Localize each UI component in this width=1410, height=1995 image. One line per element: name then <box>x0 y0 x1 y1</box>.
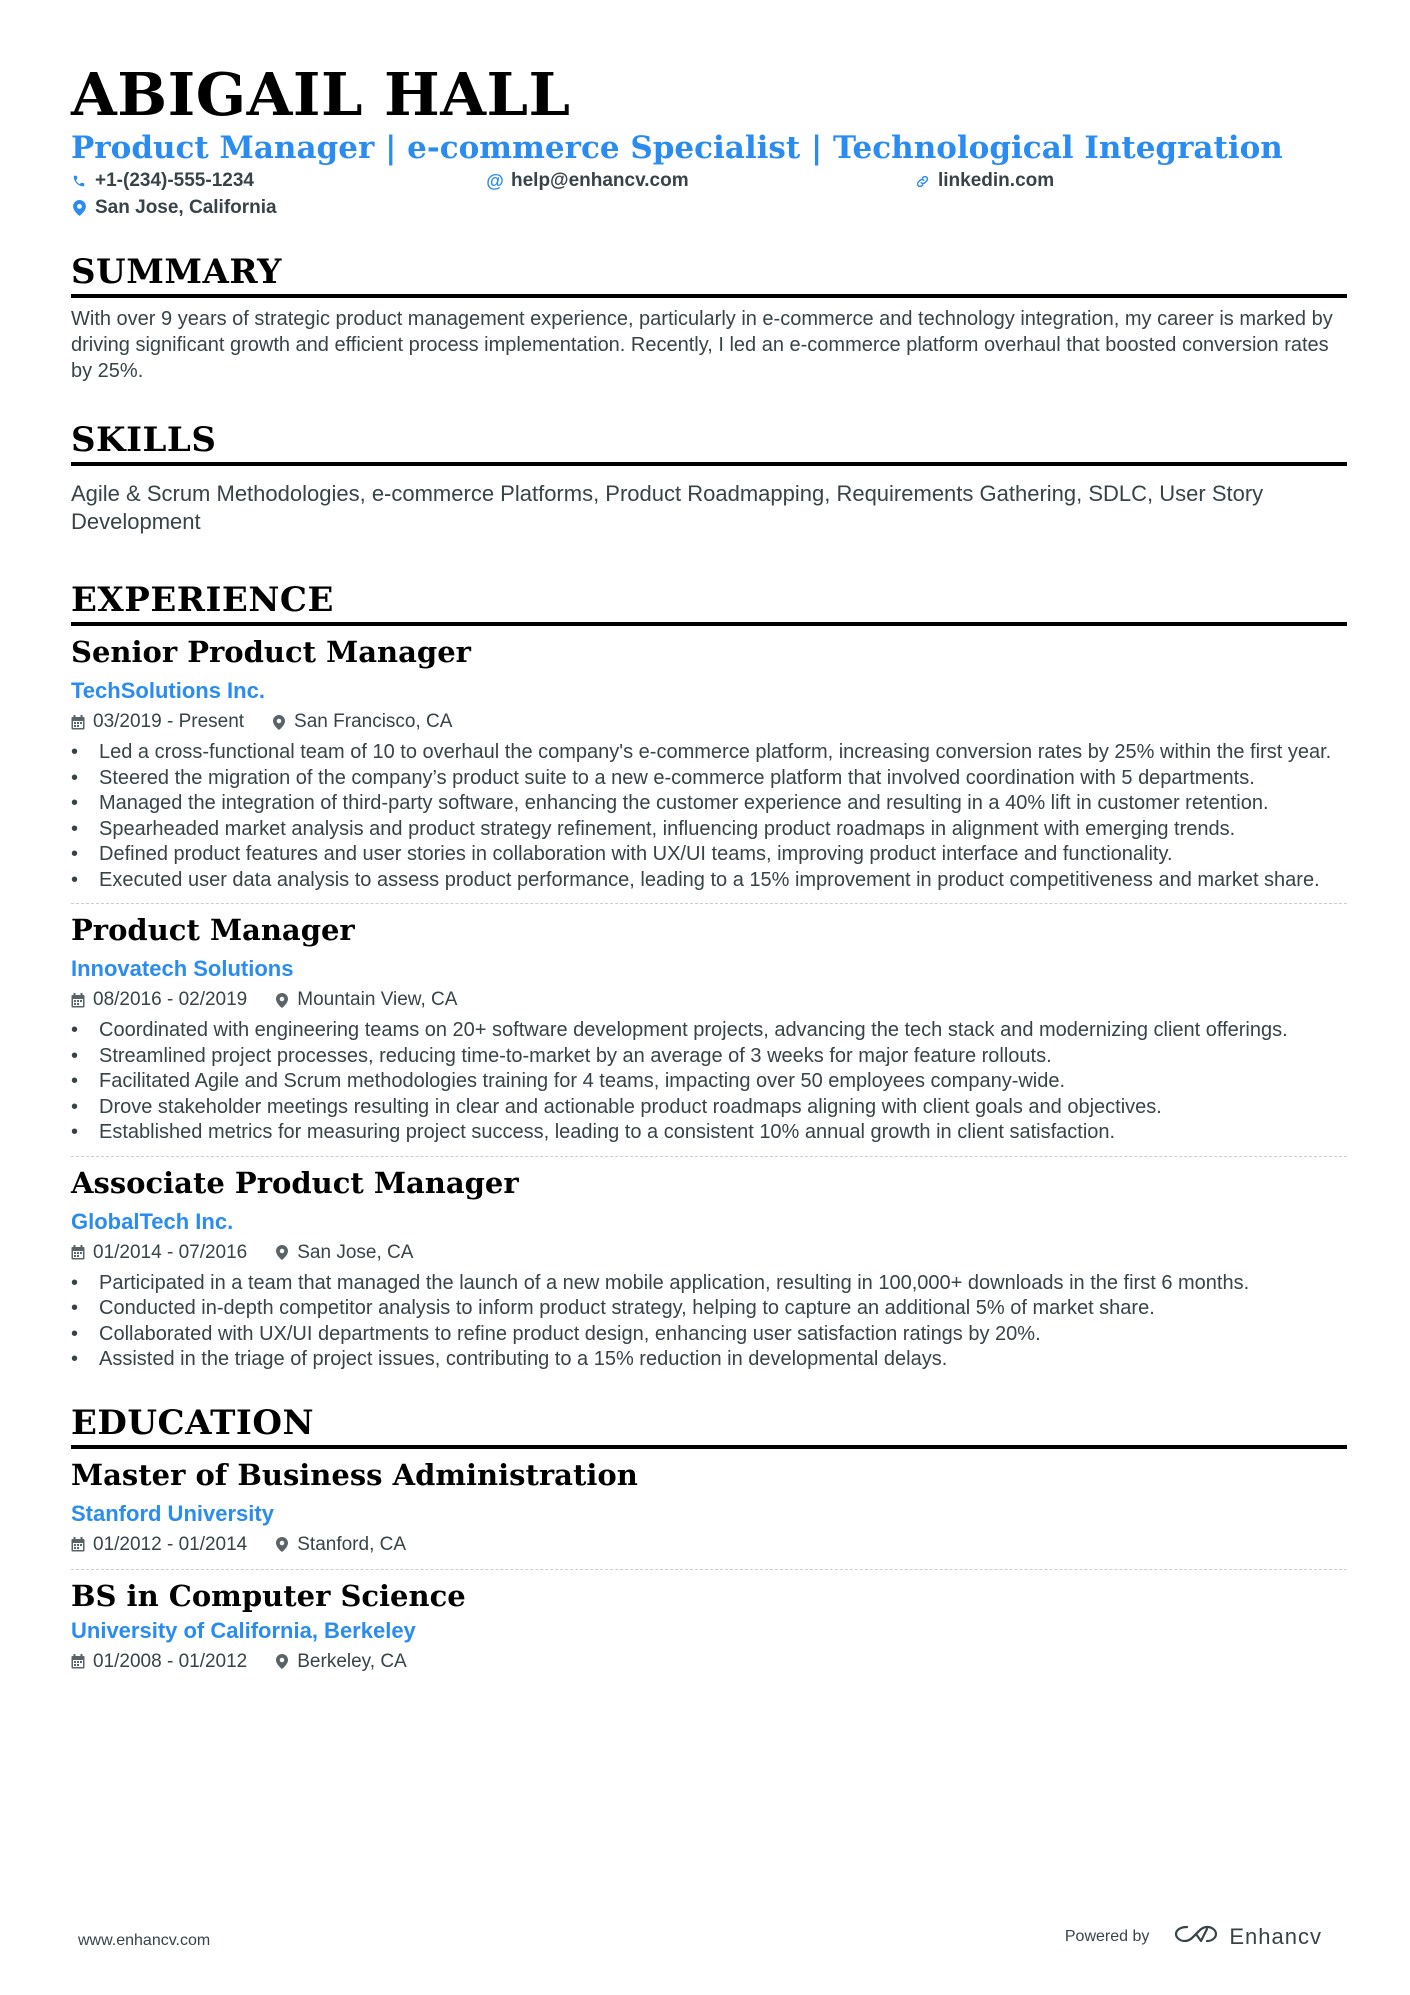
contact-info <box>71 170 1347 226</box>
location-pin-icon <box>275 1537 289 1553</box>
skills-section <box>71 420 1347 536</box>
education-meta <box>71 1531 1347 1559</box>
bullet-item: • Spearheaded market analysis and product strategy refinement, influencing product roadmaps in alignment with emerging trends. <box>71 817 1347 843</box>
job-location <box>275 986 457 1014</box>
education-location <box>275 1531 406 1559</box>
location-text: San Jose, California <box>95 197 277 218</box>
calendar-icon <box>71 714 85 730</box>
linkedin-contact[interactable] <box>914 170 1054 192</box>
job-title: Product Manager <box>71 913 355 947</box>
candidate-name: ABIGAIL HALL <box>71 60 571 129</box>
job-location-text: Mountain View, CA <box>297 989 458 1010</box>
headline: Product Manager | e-commerce Specialist | Technological Integration <box>71 130 1283 166</box>
education-meta <box>71 1648 1347 1676</box>
skills-text: Agile & Scrum Methodologies, e-commerce Platforms, Product Roadmapping, Requirements Gathering, SDLC, User Story Development <box>71 481 1264 534</box>
powered-by-label: Powered by <box>1064 1928 1150 1945</box>
bullet-item: • Led a cross-functional team of 10 to overhaul the company's e-commerce platform, increasing conversion rates by 25% within the first year. <box>71 740 1347 766</box>
bullet-item: • Assisted in the triage of project issues, contributing to a 15% reduction in developmental delays. <box>71 1347 1347 1373</box>
bullet-item: • Defined product features and user stories in collaboration with UX/UI teams, improving product interface and functionality. <box>71 842 1347 868</box>
calendar-icon <box>71 1245 85 1261</box>
bullet-item: • Streamlined project processes, reducing time-to-market by an average of 3 weeks for major feature rollouts. <box>71 1044 1347 1070</box>
summary-heading: SUMMARY <box>71 252 1347 298</box>
experience-entry <box>71 1156 1347 1383</box>
enhancv-logo-icon <box>1173 1922 1219 1952</box>
bullet-item: • Established metrics for measuring project success, leading to a consistent 10% annual growth in client satisfaction. <box>71 1120 1347 1146</box>
job-location-text: San Jose, CA <box>297 1241 414 1263</box>
enhancv-logo[interactable] <box>1173 1922 1322 1952</box>
bullet-item: • Executed user data analysis to assess product performance, leading to a 15% improvement in product competitiveness and market share. <box>71 868 1347 894</box>
job-title: Associate Product Manager <box>71 1165 519 1200</box>
location-pin-icon <box>275 1245 289 1261</box>
experience-entry <box>71 903 1347 1156</box>
bullet-item: • Collaborated with UX/UI departments to refine product design, enhancing user satisfaction ratings by 20%. <box>71 1322 1347 1348</box>
location-pin-icon <box>272 714 286 730</box>
company-name: GlobalTech Inc. <box>71 1208 234 1234</box>
job-dates: 01/2014 - 07/2016 <box>93 1241 248 1263</box>
footer-website-link[interactable]: www.enhancv.com <box>78 1932 211 1949</box>
date-range <box>71 1239 247 1267</box>
date-range <box>71 708 244 736</box>
location-pin-icon <box>71 200 87 216</box>
education-entry <box>71 1569 1347 1686</box>
resume-page <box>71 62 1347 1686</box>
degree-title: BS in Computer Science <box>71 1578 466 1613</box>
education-location <box>275 1648 406 1676</box>
experience-heading: EXPERIENCE <box>71 580 1347 626</box>
education-entry <box>71 1449 1347 1569</box>
company-name: Innovatech Solutions <box>71 956 294 981</box>
job-title: Senior Product Manager <box>71 635 471 669</box>
date-range <box>71 1531 247 1559</box>
summary-section <box>71 252 1347 384</box>
education-dates: 01/2012 - 01/2014 <box>93 1533 248 1555</box>
job-meta <box>71 1239 1347 1267</box>
linkedin-text: linkedin.com <box>938 170 1055 191</box>
education-dates: 01/2008 - 01/2012 <box>93 1650 248 1672</box>
job-bullets <box>71 1271 1347 1373</box>
education-location-text: Stanford, CA <box>297 1533 407 1555</box>
education-section <box>71 1403 1347 1686</box>
phone-text: +1-(234)-555-1234 <box>95 170 254 191</box>
company-name: TechSolutions Inc. <box>71 678 265 703</box>
job-meta <box>71 708 1347 736</box>
job-location <box>275 1239 413 1267</box>
job-dates: 03/2019 - Present <box>93 711 245 732</box>
experience-entry <box>71 626 1347 903</box>
enhancv-logo-text: Enhancv <box>1229 1924 1322 1949</box>
school-name: Stanford University <box>71 1500 274 1526</box>
calendar-icon <box>71 992 85 1008</box>
link-icon <box>914 173 930 189</box>
experience-section <box>71 580 1347 1383</box>
phone-contact[interactable] <box>71 170 254 192</box>
job-location <box>272 708 452 736</box>
bullet-item: • Managed the integration of third-party software, enhancing the customer experience and resulting in a 40% lift in customer retention. <box>71 791 1347 817</box>
bullet-item: • Steered the migration of the company’s product suite to a new e-commerce platform that involved coordination with 5 departments. <box>71 766 1347 792</box>
school-name: University of California, Berkeley <box>71 1617 416 1643</box>
degree-title: Master of Business Administration <box>71 1457 638 1492</box>
location-pin-icon <box>275 1654 289 1670</box>
job-meta <box>71 986 1347 1014</box>
education-location-text: Berkeley, CA <box>297 1650 407 1672</box>
calendar-icon <box>71 1654 85 1670</box>
phone-icon <box>71 173 87 189</box>
education-heading: EDUCATION <box>71 1403 1347 1449</box>
bullet-item: • Facilitated Agile and Scrum methodologies training for 4 teams, impacting over 50 employees company-wide. <box>71 1069 1347 1095</box>
skills-heading: SKILLS <box>71 420 1347 466</box>
date-range <box>71 986 247 1014</box>
bullet-item: • Conducted in-depth competitor analysis to inform product strategy, helping to capture an additional 5% of market share. <box>71 1296 1347 1322</box>
footer <box>0 1920 1410 1960</box>
location-pin-icon <box>275 992 289 1008</box>
calendar-icon <box>71 1537 85 1553</box>
footer-branding <box>1065 1922 1322 1952</box>
job-bullets <box>71 740 1347 893</box>
bullet-item: • Coordinated with engineering teams on 20+ software development projects, advancing the tech stack and modernizing client offerings. <box>71 1018 1347 1044</box>
email-contact[interactable] <box>487 170 689 192</box>
date-range <box>71 1648 247 1676</box>
summary-text: With over 9 years of strategic product management experience, particularly in e-commerce and technology integration, my career is marked by driving significant growth and efficient process implementation. Recently, I led an e-commerce platform overhaul that boosted conversion rates by 25%. <box>71 308 1333 382</box>
bullet-item: • Participated in a team that managed the launch of a new mobile application, resulting in 100,000+ downloads in the first 6 months. <box>71 1271 1347 1297</box>
location-contact <box>71 197 277 219</box>
email-text: help@enhancv.com <box>511 170 689 191</box>
bullet-item: • Drove stakeholder meetings resulting in clear and actionable product roadmaps aligning with client goals and objectives. <box>71 1095 1347 1121</box>
job-bullets <box>71 1018 1347 1146</box>
job-location-text: San Francisco, CA <box>294 711 453 732</box>
at-icon: @ <box>486 170 504 191</box>
job-dates: 08/2016 - 02/2019 <box>93 989 248 1010</box>
